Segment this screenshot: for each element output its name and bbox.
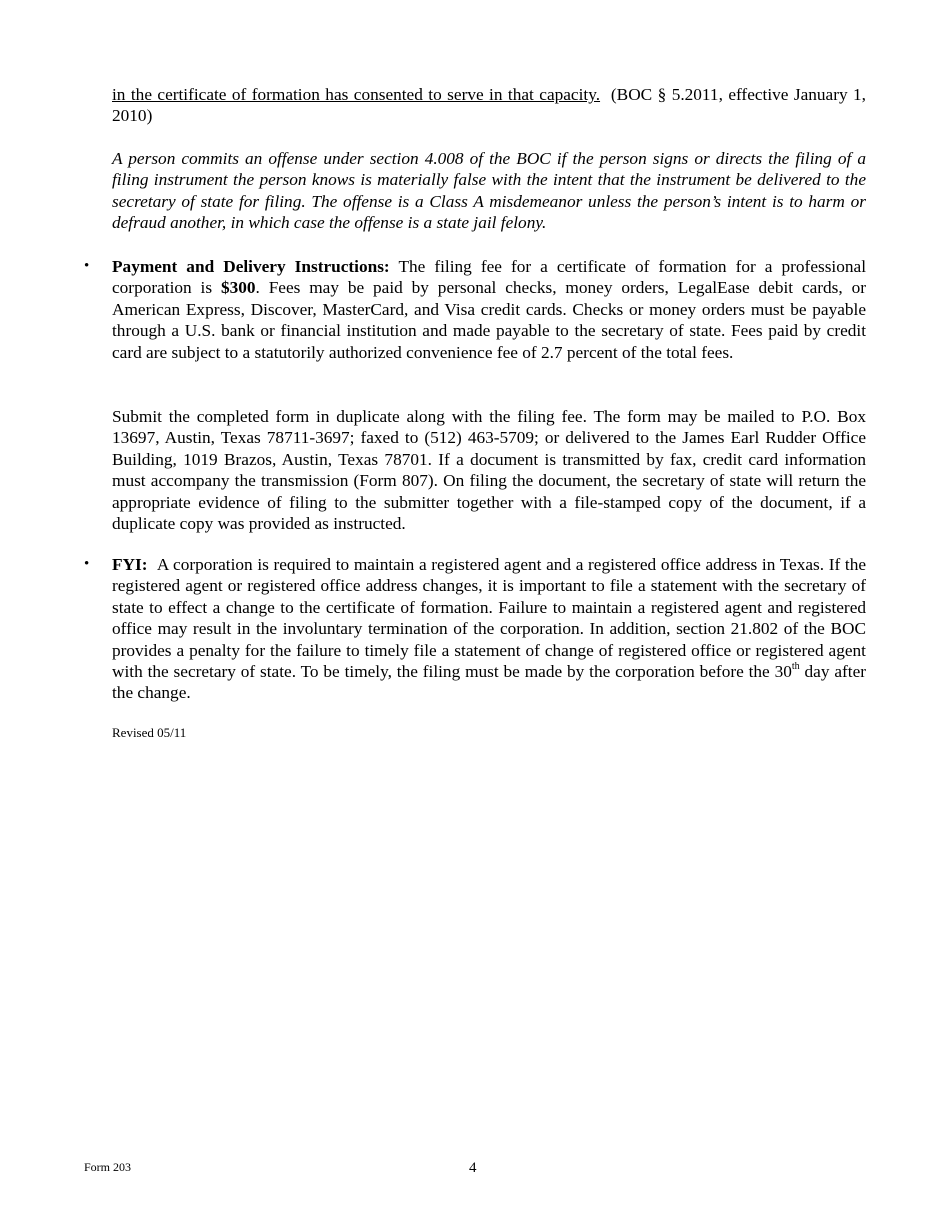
top-paragraph [112,84,866,127]
fyi-heading: FYI: [112,555,148,574]
bullet-fyi: • [84,556,90,572]
fyi-paragraph [112,554,866,704]
fyi-text-a: A corporation is required to maintain a registered agent and a registered office address in Texas. If the registered agent or registered office address changes, it is important to file a statement with the secretary of state to effect a change to the certificate of formation. Failure to maintain a registered agent and registered office may result in the involuntary termination of the corporation. In addition, section 21.802 of the BOC provides a penalty for the failure to timely file a statement of change of registered office or registered agent with the secretary of state. To be timely, the filing must be made by the corporation before the 30 [112,555,867,682]
page-number: 4 [469,1160,477,1176]
ordinal-suffix: th [791,661,800,673]
underlined-text: in the certificate of formation has consented to serve in that capacity. [112,85,601,104]
payment-heading: Payment and Delivery Instructions: [112,257,390,276]
payment-text-b: . Fees may be paid by personal checks, money orders, LegalEase debit cards, or American Express, Discover, MasterCard, and Visa credit cards. Checks or money orders must be payable through a U.S. bank or financial institution and made payable to the secretary of state. Fees paid by credit card are subject to a statutorily authorized convenience fee of 2.7 percent of the total fees. [112,278,866,362]
offense-notice: A person commits an offense under section 4.008 of the BOC if the person signs or directs the filing of a filing instrument the person knows is materially false with the intent that the instrument be delivered to the secretary of state for filing. The offense is a Class A misdemeanor unless the person’s intent is to harm or defraud another, in which case the offense is a state jail felony. [112,149,866,233]
submit-paragraph: Submit the completed form in duplicate along with the filing fee. The form may be mailed to P.O. Box 13697, Austin, Texas 78711-3697; faxed to (512) 463-5709; or delivered to the James Earl Rudder Office Building, 1019 Brazos, Austin, Texas 78701. If a document is transmitted by fax, credit card information must accompany the transmission (Form 807). On filing the document, the secretary of state will return the appropriate evidence of filing to the submitter together with a file-stamped copy of the document, if a duplicate copy was provided as instructed. [112,407,866,534]
fyi-text-b: day after the change. [112,662,866,703]
boc-citation: (BOC § 5.2011, effective January 1, 2010) [112,85,867,126]
filing-fee-amount: $300 [220,278,256,298]
bullet-payment: • [84,258,90,274]
payment-text-a: The filing fee for a certificate of formation for a professional corporation is [112,257,866,298]
payment-paragraph [112,256,866,363]
form-number: Form 203 [84,1160,132,1174]
revised-date: Revised 05/11 [112,725,187,740]
